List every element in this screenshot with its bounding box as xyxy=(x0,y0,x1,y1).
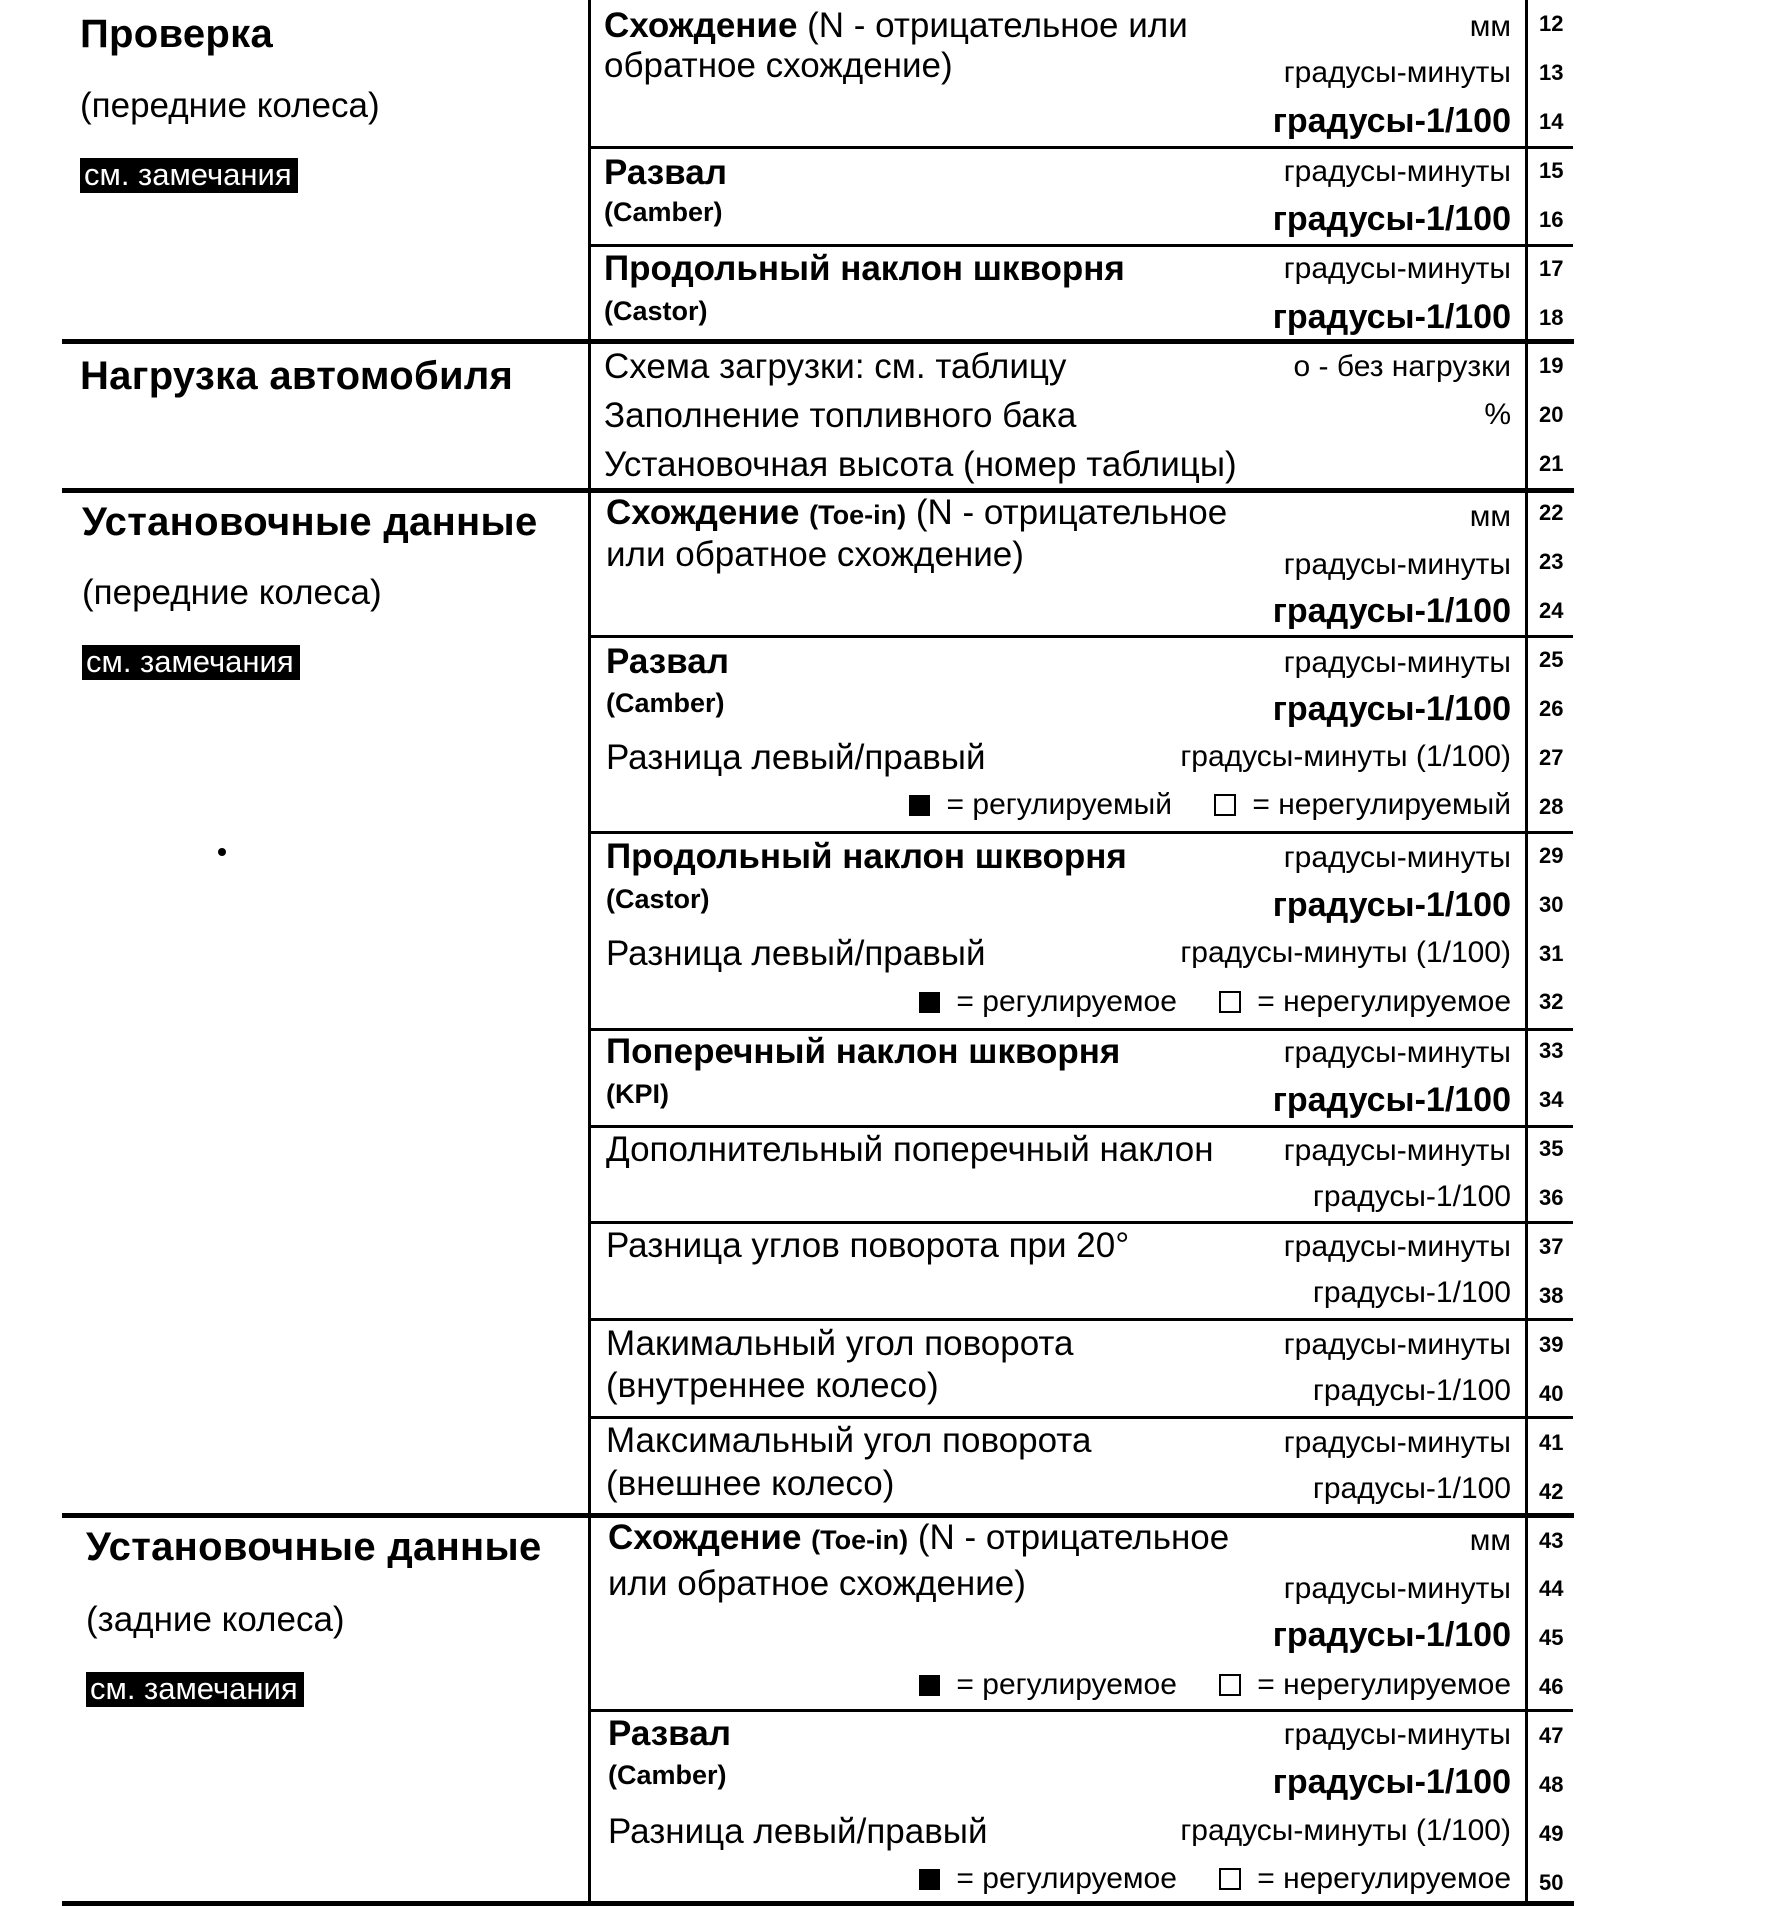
unit-deg-100: градусы-1/100 xyxy=(1272,592,1511,630)
row-number: 13 xyxy=(1539,59,1564,85)
unit-deg-min: градусы-минуты xyxy=(1283,548,1511,581)
camber-label xyxy=(606,644,729,679)
unit-deg-100: градусы-1/100 xyxy=(1312,1180,1511,1213)
camber-title: Развал xyxy=(604,153,727,192)
unit-deg-100: градусы-1/100 xyxy=(1312,1472,1511,1505)
empty-square-icon xyxy=(1219,1674,1241,1696)
row-number: 14 xyxy=(1539,108,1564,134)
unit-deg-min: градусы-минуты xyxy=(1283,1572,1511,1605)
row-number: 26 xyxy=(1539,695,1564,721)
toe-in-label xyxy=(608,1520,1229,1555)
section-title: Установочные данные xyxy=(86,1525,542,1569)
toe-title: Схождение xyxy=(604,6,798,45)
row-divider xyxy=(590,1028,1573,1031)
camber-en: (Camber) xyxy=(608,1760,727,1790)
unit-deg-min: градусы-минуты xyxy=(1283,252,1511,285)
row-number: 25 xyxy=(1539,647,1564,672)
unit-deg-100: градусы-1/100 xyxy=(1272,886,1511,924)
filled-square-icon xyxy=(919,1869,940,1890)
unit-deg-100: градусы-1/100 xyxy=(1272,1616,1511,1654)
row-number: 43 xyxy=(1539,1527,1564,1553)
unit-deg-100: градусы-1/100 xyxy=(1272,690,1511,728)
row-number: 19 xyxy=(1539,353,1564,379)
toe-in-note-2: или обратное схождение) xyxy=(608,1564,1026,1603)
max-turn-inner-note: (внутреннее колесо) xyxy=(606,1366,939,1405)
toe-note: (N - отрицательное или xyxy=(797,6,1188,45)
section-divider xyxy=(62,339,1574,344)
legend-adjustable: регулируемое xyxy=(982,985,1177,1018)
unit-deg-100: градусы-1/100 xyxy=(1272,200,1511,238)
section-subtitle: (передние колеса) xyxy=(80,86,380,125)
row-divider xyxy=(590,1221,1573,1224)
legend-eq: = xyxy=(1257,1862,1275,1895)
toe-label xyxy=(604,8,1188,43)
unit-deg-min: градусы-минуты xyxy=(1283,841,1511,874)
adjustable-legend xyxy=(919,1864,1511,1894)
row-number: 31 xyxy=(1539,940,1564,966)
unit-deg-100: градусы-1/100 xyxy=(1312,1276,1511,1309)
max-turn-outer-note: (внешнее колесо) xyxy=(606,1464,895,1503)
toe-note-2: обратное схождение) xyxy=(604,46,953,85)
unit-deg-min-100: градусы-минуты (1/100) xyxy=(1180,936,1511,969)
row-divider xyxy=(590,1416,1573,1419)
row-number: 36 xyxy=(1539,1185,1564,1211)
row-number: 42 xyxy=(1539,1478,1564,1504)
camber-label xyxy=(608,1716,731,1751)
row-number: 50 xyxy=(1539,1870,1564,1895)
legend-adjustable: регулируемое xyxy=(982,1668,1177,1701)
turn-angle-diff: Разница углов поворота при 20° xyxy=(606,1226,1130,1265)
remarks-badge: см. замечания xyxy=(86,1672,304,1707)
camber-en: (Camber) xyxy=(606,688,725,718)
load-scheme: Схема загрузки: см. таблицу xyxy=(604,347,1067,386)
row-number: 34 xyxy=(1539,1087,1564,1113)
castor-label xyxy=(604,251,1125,286)
ride-height: Установочная высота (номер таблицы) xyxy=(604,445,1237,484)
unit-mm: мм xyxy=(1469,500,1511,533)
row-number: 15 xyxy=(1539,157,1564,183)
section-divider xyxy=(62,1513,1574,1518)
unit-deg-100: градусы-1/100 xyxy=(1272,102,1511,140)
unit-mm: мм xyxy=(1469,10,1511,43)
diff-lr: Разница левый/правый xyxy=(608,1812,988,1851)
adjustable-legend xyxy=(909,790,1511,820)
diff-lr: Разница левый/правый xyxy=(606,738,986,777)
stray-dot xyxy=(218,848,226,856)
castor-label xyxy=(606,839,1127,874)
row-number: 12 xyxy=(1539,11,1564,36)
row-divider xyxy=(590,1318,1573,1321)
row-number: 39 xyxy=(1539,1331,1564,1357)
castor-title: Продольный наклон шкворня xyxy=(604,249,1125,288)
row-number: 33 xyxy=(1539,1038,1564,1064)
legend-eq: = xyxy=(956,985,974,1018)
row-number: 24 xyxy=(1539,598,1564,623)
unit-deg-min-100: градусы-минуты (1/100) xyxy=(1180,740,1511,773)
adjustable-legend xyxy=(919,1670,1511,1700)
toe-in-note: (N - отрицательное xyxy=(906,493,1228,532)
toe-in-en: (Toe-in) xyxy=(809,500,907,530)
row-number: 40 xyxy=(1539,1380,1564,1406)
toe-in-title: Схождение xyxy=(608,1518,802,1557)
row-number: 49 xyxy=(1539,1821,1564,1846)
row-number: 21 xyxy=(1539,451,1564,477)
row-divider xyxy=(590,831,1573,834)
unit-deg-min: градусы-минуты xyxy=(1283,1134,1511,1167)
unit-deg-min: градусы-минуты xyxy=(1283,1328,1511,1361)
unit-deg-min: градусы-минуты xyxy=(1283,56,1511,89)
max-turn-inner: Макимальный угол поворота xyxy=(606,1324,1074,1363)
remarks-badge: см. замечания xyxy=(80,158,298,193)
unit-deg-100: градусы-1/100 xyxy=(1272,1763,1511,1801)
fuel-fill: Заполнение топливного бака xyxy=(604,396,1077,435)
row-number: 32 xyxy=(1539,989,1564,1015)
unit-percent: % xyxy=(1484,398,1511,431)
row-number: 48 xyxy=(1539,1772,1564,1798)
row-number: 29 xyxy=(1539,842,1564,868)
diff-lr: Разница левый/правый xyxy=(606,934,986,973)
extra-inclination: Дополнительный поперечный наклон xyxy=(606,1130,1214,1169)
empty-square-icon xyxy=(1214,794,1236,816)
legend-non-adjustable: нерегулируемое xyxy=(1283,985,1511,1018)
section-divider xyxy=(62,1901,1574,1906)
camber-title: Развал xyxy=(608,1714,731,1753)
unit-deg-min: градусы-минуты xyxy=(1283,1230,1511,1263)
row-number: 22 xyxy=(1539,500,1564,526)
kpi-label xyxy=(606,1034,1120,1069)
legend-eq: = xyxy=(946,788,965,821)
row-divider xyxy=(590,1709,1573,1712)
unit-deg-min: градусы-минуты xyxy=(1283,155,1511,188)
row-number: 47 xyxy=(1539,1723,1564,1749)
camber-en: (Camber) xyxy=(604,197,723,227)
adjustable-legend xyxy=(919,987,1511,1017)
filled-square-icon xyxy=(919,1675,940,1696)
unit-deg-min: градусы-минуты xyxy=(1283,1426,1511,1459)
row-number: 20 xyxy=(1539,402,1564,428)
section-subtitle: (задние колеса) xyxy=(86,1600,345,1639)
unit-deg-min: градусы-минуты xyxy=(1283,1718,1511,1751)
row-number: 38 xyxy=(1539,1282,1564,1308)
row-number: 28 xyxy=(1539,793,1564,819)
legend-eq: = xyxy=(956,1668,974,1701)
row-number: 46 xyxy=(1539,1674,1564,1700)
legend-eq: = xyxy=(956,1862,974,1895)
remarks-badge: см. замечания xyxy=(82,645,300,680)
legend-adjustable: регулируемый xyxy=(972,788,1172,821)
row-number: 44 xyxy=(1539,1576,1564,1602)
toe-in-note-2: или обратное схождение) xyxy=(606,535,1024,574)
legend-non-adjustable: нерегулируемое xyxy=(1283,1862,1511,1895)
kpi-title: Поперечный наклон шкворня xyxy=(606,1032,1121,1071)
row-number: 35 xyxy=(1539,1136,1564,1162)
unit-no-load: о - без нагрузки xyxy=(1293,350,1511,383)
legend-non-adjustable: нерегулируемое xyxy=(1283,1668,1511,1701)
legend-eq: = xyxy=(1257,1668,1275,1701)
unit-deg-100: градусы-1/100 xyxy=(1272,1081,1511,1119)
kpi-en: (KPI) xyxy=(606,1079,669,1109)
empty-square-icon xyxy=(1219,991,1241,1013)
row-number: 17 xyxy=(1539,255,1564,281)
row-divider xyxy=(590,146,1573,149)
max-turn-outer: Максимальный угол поворота xyxy=(606,1421,1092,1460)
unit-deg-min: градусы-минуты xyxy=(1283,1036,1511,1069)
section-subtitle: (передние колеса) xyxy=(82,573,382,612)
section-divider xyxy=(62,488,1574,493)
row-number: 18 xyxy=(1539,304,1564,330)
legend-non-adjustable: нерегулируемый xyxy=(1278,788,1511,821)
toe-in-note: (N - отрицательное xyxy=(908,1518,1230,1557)
row-divider xyxy=(590,635,1573,638)
toe-in-en: (Toe-in) xyxy=(811,1525,909,1555)
section-title: Нагрузка автомобиля xyxy=(80,354,514,398)
legend-adjustable: регулируемое xyxy=(982,1862,1177,1895)
toe-in-label xyxy=(606,495,1227,530)
castor-en: (Castor) xyxy=(606,884,710,914)
castor-title: Продольный наклон шкворня xyxy=(606,837,1127,876)
row-number: 23 xyxy=(1539,549,1564,575)
row-number: 27 xyxy=(1539,744,1564,770)
legend-eq: = xyxy=(1252,788,1270,821)
row-number: 30 xyxy=(1539,891,1564,917)
section-title: Проверка xyxy=(80,12,274,56)
camber-title: Развал xyxy=(606,642,729,681)
filled-square-icon xyxy=(919,992,940,1013)
column-divider xyxy=(588,0,591,1906)
row-divider xyxy=(590,1125,1573,1128)
row-divider xyxy=(590,244,1573,247)
unit-mm: мм xyxy=(1469,1524,1511,1557)
row-number: 37 xyxy=(1539,1234,1564,1259)
legend-eq: = xyxy=(1257,985,1275,1018)
column-divider xyxy=(1525,0,1528,1906)
filled-square-icon xyxy=(909,795,930,816)
row-number: 41 xyxy=(1539,1429,1564,1455)
unit-deg-min-100: градусы-минуты (1/100) xyxy=(1180,1814,1511,1847)
unit-deg-min: градусы-минуты xyxy=(1283,646,1511,679)
toe-in-title: Схождение xyxy=(606,493,800,532)
empty-square-icon xyxy=(1219,1868,1241,1890)
unit-deg-100: градусы-1/100 xyxy=(1272,298,1511,336)
camber-label xyxy=(604,155,727,190)
section-title: Установочные данные xyxy=(82,500,538,544)
row-number: 45 xyxy=(1539,1625,1564,1651)
castor-en: (Castor) xyxy=(604,296,708,326)
row-number: 16 xyxy=(1539,206,1564,232)
unit-deg-100: градусы-1/100 xyxy=(1312,1374,1511,1407)
